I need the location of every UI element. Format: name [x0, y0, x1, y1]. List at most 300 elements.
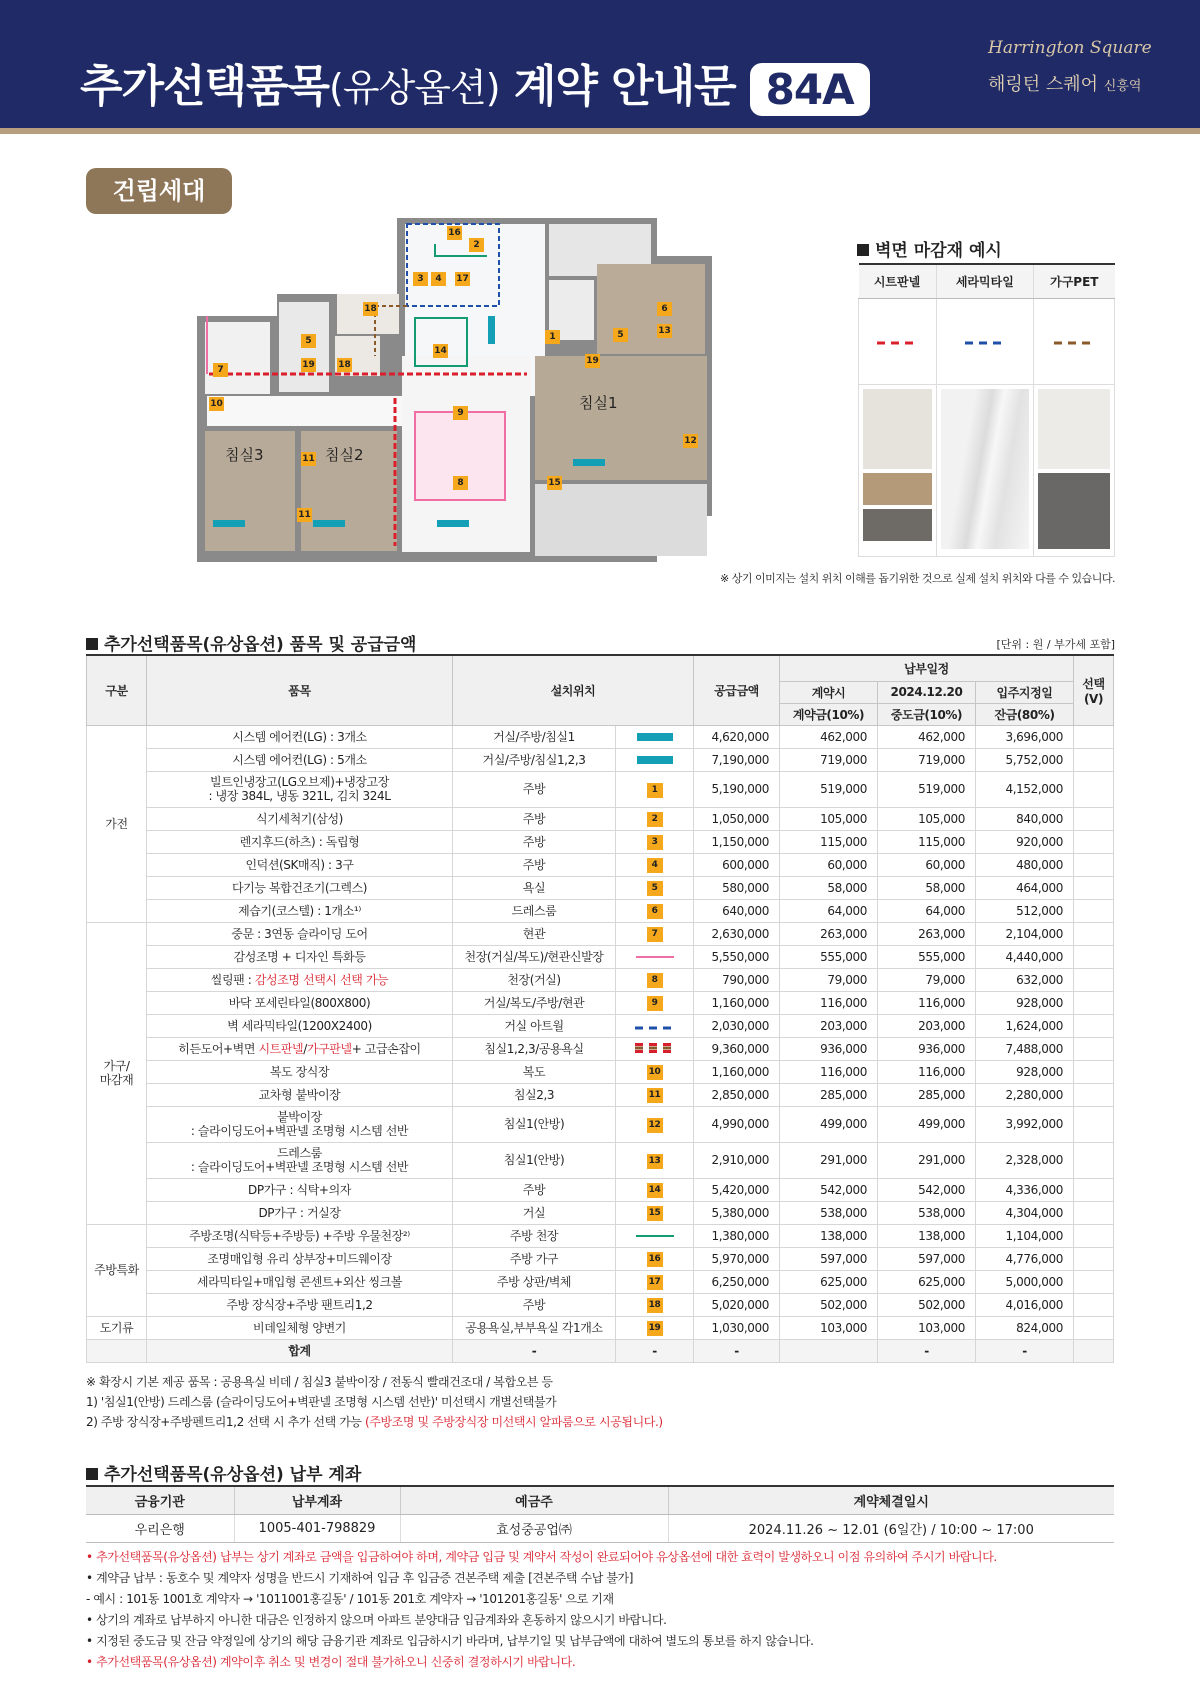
plan-marker: 13 — [658, 326, 671, 336]
table-row — [87, 1224, 1114, 1247]
row-supply: 1,160,000 — [694, 1060, 780, 1083]
table-row — [87, 1014, 1114, 1037]
tile-sample-marble — [941, 389, 1030, 549]
plan-marker: 11 — [302, 454, 315, 464]
row-supply: 5,380,000 — [694, 1201, 780, 1224]
total-row: 합계 - - - - - — [87, 1339, 1114, 1362]
row-marker — [616, 1083, 694, 1106]
row-supply: 580,000 — [694, 876, 780, 899]
col-pay1: 계약시 — [780, 681, 878, 703]
row-item: 주방조명(식탁등+주방등) +주방 우물천장²⁾ — [147, 1224, 453, 1247]
account-title: 추가선택품목(유상옵션) 납부 계좌 — [86, 1460, 361, 1485]
col-schedule: 납부일정 — [780, 655, 1074, 681]
row-supply: 5,190,000 — [694, 771, 780, 807]
row-pay3: 1,104,000 — [976, 1224, 1074, 1247]
row-select-checkbox[interactable] — [1074, 1178, 1114, 1201]
row-marker — [616, 968, 694, 991]
brand-name: 해링턴 스퀘어 신흥역 — [988, 74, 1142, 95]
row-location: 주방 천장 — [453, 1224, 616, 1247]
row-pay2: 116,000 — [878, 991, 976, 1014]
row-pay2: 115,000 — [878, 830, 976, 853]
row-pay2: 60,000 — [878, 853, 976, 876]
note-item: • 추가선택품목(유상옵션) 납부는 상기 계좌로 금액을 입금하여야 하며, 계약금 입금 및 계약서 작성이 완료되어야 유상옵션에 대한 효력이 발생하오니 이점 유의하여 주시기 바랍니다. — [86, 1550, 997, 1564]
row-supply: 6,250,000 — [694, 1270, 780, 1293]
table-row — [87, 876, 1114, 899]
plan-marker: 19 — [302, 360, 315, 370]
plan-marker: 18 — [338, 360, 351, 370]
row-pay3: 2,280,000 — [976, 1083, 1074, 1106]
row-pay1: 499,000 — [780, 1106, 878, 1142]
mark-wall-panel — [635, 1043, 675, 1053]
row-item: 드레스룸 : 슬라이딩도어+벽판넬 조명형 시스템 선반 — [147, 1142, 453, 1178]
row-location: 주방 — [453, 1178, 616, 1201]
mark-aircon — [637, 756, 673, 764]
mark-number: 6 — [647, 904, 663, 919]
row-select-checkbox[interactable] — [1074, 922, 1114, 945]
row-marker — [616, 899, 694, 922]
plan-marker: 18 — [364, 304, 377, 314]
row-supply: 2,030,000 — [694, 1014, 780, 1037]
row-pay2: 285,000 — [878, 1083, 976, 1106]
row-marker — [616, 1037, 694, 1060]
row-item: 교차형 붙박이장 — [147, 1083, 453, 1106]
sheet-sample-wood — [863, 473, 932, 505]
row-location: 주방 — [453, 807, 616, 830]
row-pay1: 116,000 — [780, 991, 878, 1014]
row-marker — [616, 991, 694, 1014]
row-pay1: 502,000 — [780, 1293, 878, 1316]
plan-marker: 8 — [453, 476, 468, 490]
row-pay1: 555,000 — [780, 945, 878, 968]
row-pay3: 4,152,000 — [976, 771, 1074, 807]
col-select: 선택 (V) — [1074, 655, 1114, 725]
row-marker — [616, 771, 694, 807]
mark-number: 14 — [647, 1183, 663, 1198]
row-pay1: 60,000 — [780, 853, 878, 876]
plan-note: ※ 상기 이미지는 설치 위치 이해를 돕기위한 것으로 실제 설치 위치와 다를 수 있습니다. — [720, 572, 1115, 585]
row-location: 침실1,2,3/공용욕실 — [453, 1037, 616, 1060]
row-pay3: 4,016,000 — [976, 1293, 1074, 1316]
row-pay3: 928,000 — [976, 1060, 1074, 1083]
row-marker — [616, 853, 694, 876]
row-pay2: 499,000 — [878, 1106, 976, 1142]
row-select-checkbox[interactable] — [1074, 807, 1114, 830]
plan-marker: 3 — [413, 272, 428, 286]
row-category: 도기류 — [87, 1316, 147, 1339]
mark-number: 11 — [647, 1088, 663, 1103]
mark-number: 13 — [647, 1154, 663, 1169]
row-pay2: 79,000 — [878, 968, 976, 991]
row-location: 거실/주방/침실1,2,3 — [453, 748, 616, 771]
row-item: 다기능 복합건조기(그렉스) — [147, 876, 453, 899]
row-item: 렌지후드(하츠) : 독립형 — [147, 830, 453, 853]
table-row — [87, 807, 1114, 830]
table-row — [87, 968, 1114, 991]
row-supply: 1,030,000 — [694, 1316, 780, 1339]
table-row — [87, 725, 1114, 748]
row-supply: 1,380,000 — [694, 1224, 780, 1247]
mark-number: 10 — [647, 1065, 663, 1080]
row-select-checkbox[interactable] — [1074, 1247, 1114, 1270]
row-select-checkbox[interactable] — [1074, 853, 1114, 876]
room-label-bedroom3: 침실3 — [225, 446, 264, 464]
swatch-head-pet: 가구PET — [1034, 264, 1115, 298]
plan-marker: 10 — [210, 399, 223, 409]
row-supply: 790,000 — [694, 968, 780, 991]
note-item: • 계약금 납부 : 동호수 및 계약자 성명을 반드시 기재하여 입금 후 입금증 견본주택 제출 [견본주택 수납 불가] — [86, 1571, 633, 1585]
row-location: 드레스룸 — [453, 899, 616, 922]
row-pay1: 115,000 — [780, 830, 878, 853]
row-select-checkbox[interactable] — [1074, 1083, 1114, 1106]
mark-number: 7 — [647, 927, 663, 942]
table-row — [87, 748, 1114, 771]
plan-marker: 19 — [586, 356, 599, 366]
row-supply: 2,630,000 — [694, 922, 780, 945]
acct-head-holder: 예금주 — [400, 1486, 668, 1514]
row-item: 복도 장식장 — [147, 1060, 453, 1083]
row-pay2: 597,000 — [878, 1247, 976, 1270]
col-item: 품목 — [147, 655, 453, 725]
row-item: 인덕션(SK매직) : 3구 — [147, 853, 453, 876]
table-row — [87, 1247, 1114, 1270]
row-item: DP가구 : 거실장 — [147, 1201, 453, 1224]
row-select-checkbox[interactable] — [1074, 1316, 1114, 1339]
mark-number: 1 — [647, 783, 663, 798]
section-tag: 건립세대 — [86, 168, 232, 214]
row-pay2: 291,000 — [878, 1142, 976, 1178]
row-pay3: 4,440,000 — [976, 945, 1074, 968]
row-select-checkbox[interactable] — [1074, 748, 1114, 771]
room-label-bedroom1: 침실1 — [579, 394, 618, 412]
mark-number: 17 — [647, 1275, 663, 1290]
row-marker — [616, 1316, 694, 1339]
row-marker — [616, 1060, 694, 1083]
col-sub3: 잔금(80%) — [976, 703, 1074, 725]
row-pay1: 719,000 — [780, 748, 878, 771]
table-row — [87, 1293, 1114, 1316]
plan-marker: 12 — [684, 436, 697, 446]
plan-marker: 16 — [448, 228, 461, 238]
total-label: 합계 — [147, 1339, 453, 1362]
row-item: 빌트인냉장고(LG오브제)+냉장고장 : 냉장 384L, 냉동 321L, 김치 324L — [147, 771, 453, 807]
col-location: 설치위치 — [453, 655, 694, 725]
table-row — [87, 899, 1114, 922]
mark-number: 15 — [647, 1206, 663, 1221]
mark-ceramic-tile — [635, 1026, 675, 1030]
row-location: 주방 상판/벽체 — [453, 1270, 616, 1293]
table-row — [87, 1083, 1114, 1106]
table-row — [87, 991, 1114, 1014]
row-pay3: 5,752,000 — [976, 748, 1074, 771]
row-supply: 2,910,000 — [694, 1142, 780, 1178]
row-pay1: 79,000 — [780, 968, 878, 991]
row-pay3: 928,000 — [976, 991, 1074, 1014]
mark-number: 5 — [647, 881, 663, 896]
mark-aircon — [637, 733, 673, 741]
mark-mood-light — [636, 956, 674, 958]
sheet-panel-line — [877, 341, 917, 345]
acct-head-period: 계약체결일시 — [668, 1486, 1114, 1514]
row-select-checkbox[interactable] — [1074, 1201, 1114, 1224]
mark-number: 12 — [647, 1118, 663, 1133]
note-item: • 상기의 계좌로 납부하지 아니한 대금은 인정하지 않으며 아파트 분양대금 입금계좌와 혼동하지 않으시기 바랍니다. — [86, 1613, 667, 1627]
mark-number: 3 — [647, 835, 663, 850]
mark-number: 16 — [647, 1252, 663, 1267]
row-pay2: 138,000 — [878, 1224, 976, 1247]
row-item: DP가구 : 식탁+의자 — [147, 1178, 453, 1201]
plan-marker: 7 — [213, 363, 228, 377]
row-select-checkbox[interactable] — [1074, 1224, 1114, 1247]
row-select-checkbox[interactable] — [1074, 1106, 1114, 1142]
col-sub1: 계약금(10%) — [780, 703, 878, 725]
row-supply: 2,850,000 — [694, 1083, 780, 1106]
unit-note: [단위 : 원 / 부가세 포함] — [996, 638, 1115, 651]
row-location: 침실2,3 — [453, 1083, 616, 1106]
brand-logo-script: Harrington Square — [988, 38, 1152, 58]
row-item: 식기세척기(삼성) — [147, 807, 453, 830]
mark-kitchen-light — [636, 1235, 674, 1237]
table-row — [87, 1201, 1114, 1224]
row-select-checkbox[interactable] — [1074, 1142, 1114, 1178]
row-pay2: 462,000 — [878, 725, 976, 748]
row-pay2: 103,000 — [878, 1316, 976, 1339]
row-location: 주방 — [453, 771, 616, 807]
plan-marker: 9 — [453, 406, 468, 420]
plan-marker: 17 — [456, 274, 469, 284]
row-pay2: 64,000 — [878, 899, 976, 922]
row-select-checkbox[interactable] — [1074, 991, 1114, 1014]
row-item: 바닥 포세린타일(800X800) — [147, 991, 453, 1014]
row-marker — [616, 1142, 694, 1178]
row-supply: 4,990,000 — [694, 1106, 780, 1142]
row-marker — [616, 748, 694, 771]
row-item: 감성조명 + 디자인 특화등 — [147, 945, 453, 968]
col-supply: 공급금액 — [694, 655, 780, 725]
acct-bank: 우리은행 — [86, 1514, 234, 1542]
swatch-head-tile: 세라믹타일 — [936, 264, 1034, 298]
row-pay1: 105,000 — [780, 807, 878, 830]
note-item: • 추가선택품목(유상옵션) 계약이후 취소 및 변경이 절대 불가하오니 신중히 결정하시기 바랍니다. — [86, 1655, 576, 1669]
table-row — [87, 1316, 1114, 1339]
row-item: 히든도어+벽면 시트판넬/가구판넬+ 고급손잡이 — [147, 1037, 453, 1060]
furniture-pet-line — [1054, 341, 1094, 345]
row-marker — [616, 1224, 694, 1247]
row-select-checkbox[interactable] — [1074, 1270, 1114, 1293]
plan-marker: 15 — [548, 478, 561, 488]
plan-marker: 2 — [469, 238, 484, 252]
row-pay2: 58,000 — [878, 876, 976, 899]
row-supply: 1,050,000 — [694, 807, 780, 830]
acct-number: 1005-401-798829 — [234, 1514, 400, 1542]
row-pay1: 203,000 — [780, 1014, 878, 1037]
row-marker — [616, 807, 694, 830]
swatch-head-sheet: 시트판넬 — [859, 264, 937, 298]
table-row — [87, 1060, 1114, 1083]
footnote-2: 2) 주방 장식장+주방펜트리1,2 선택 시 추가 선택 가능 (주방조명 및 주방장식장 미선택시 알파룸으로 시공됩니다.) — [86, 1415, 663, 1429]
row-pay2: 502,000 — [878, 1293, 976, 1316]
row-select-checkbox[interactable] — [1074, 945, 1114, 968]
row-pay2: 719,000 — [878, 748, 976, 771]
floor-plan-drawing — [197, 216, 712, 562]
row-supply: 9,360,000 — [694, 1037, 780, 1060]
row-marker — [616, 725, 694, 748]
row-marker — [616, 1247, 694, 1270]
row-marker — [616, 1178, 694, 1201]
row-location: 거실/주방/침실1 — [453, 725, 616, 748]
row-supply: 1,150,000 — [694, 830, 780, 853]
row-pay2: 625,000 — [878, 1270, 976, 1293]
row-location: 주방 — [453, 830, 616, 853]
row-pay3: 3,992,000 — [976, 1106, 1074, 1142]
row-location: 거실/복도/주방/현관 — [453, 991, 616, 1014]
row-select-checkbox[interactable] — [1074, 876, 1114, 899]
row-category: 가전 — [87, 725, 147, 922]
plan-marker: 4 — [431, 272, 446, 286]
footnote-basic: ※ 확장시 기본 제공 품목 : 공용욕실 비데 / 침실3 붙박이장 / 전동식 빨래건조대 / 복합오븐 등 — [86, 1375, 553, 1389]
row-select-checkbox[interactable] — [1074, 968, 1114, 991]
row-pay3: 464,000 — [976, 876, 1074, 899]
col-pay3: 입주지정일 — [976, 681, 1074, 703]
table-row — [87, 1037, 1114, 1060]
row-pay3: 4,776,000 — [976, 1247, 1074, 1270]
row-location: 욕실 — [453, 876, 616, 899]
row-pay2: 105,000 — [878, 807, 976, 830]
row-supply: 7,190,000 — [694, 748, 780, 771]
mark-number: 8 — [647, 973, 663, 988]
row-select-checkbox[interactable] — [1074, 725, 1114, 748]
row-select-checkbox[interactable] — [1074, 771, 1114, 807]
col-category: 구분 — [87, 655, 147, 725]
row-pay1: 597,000 — [780, 1247, 878, 1270]
row-location: 침실1(안방) — [453, 1142, 616, 1178]
row-marker — [616, 1270, 694, 1293]
row-pay1: 138,000 — [780, 1224, 878, 1247]
row-pay3: 840,000 — [976, 807, 1074, 830]
row-pay3: 4,336,000 — [976, 1178, 1074, 1201]
row-pay1: 936,000 — [780, 1037, 878, 1060]
row-pay1: 263,000 — [780, 922, 878, 945]
pet-sample-light — [1038, 389, 1110, 469]
row-pay3: 480,000 — [976, 853, 1074, 876]
row-supply: 5,970,000 — [694, 1247, 780, 1270]
row-pay1: 285,000 — [780, 1083, 878, 1106]
row-pay2: 555,000 — [878, 945, 976, 968]
row-select-checkbox[interactable] — [1074, 899, 1114, 922]
row-pay1: 625,000 — [780, 1270, 878, 1293]
row-location: 거실 아트월 — [453, 1014, 616, 1037]
row-location: 주방 — [453, 1293, 616, 1316]
plan-marker: 1 — [545, 330, 560, 344]
row-pay3: 3,696,000 — [976, 725, 1074, 748]
row-category: 가구/ 마감재 — [87, 922, 147, 1224]
note-item: - 예시 : 101동 1001호 계약자 → '1011001홍길동' / 101동 201호 계약자 → '101201홍길동' 으로 기재 — [86, 1592, 614, 1606]
row-pay2: 538,000 — [878, 1201, 976, 1224]
header-divider — [0, 128, 1200, 134]
row-marker — [616, 1201, 694, 1224]
row-marker — [616, 830, 694, 853]
row-pay3: 920,000 — [976, 830, 1074, 853]
mark-number: 19 — [647, 1321, 663, 1336]
row-select-checkbox[interactable] — [1074, 1293, 1114, 1316]
row-marker — [616, 1014, 694, 1037]
row-select-checkbox[interactable] — [1074, 1037, 1114, 1060]
table-row — [87, 945, 1114, 968]
table-row — [87, 1106, 1114, 1142]
row-location: 현관 — [453, 922, 616, 945]
acct-head-bank: 금융기관 — [86, 1486, 234, 1514]
row-pay3: 512,000 — [976, 899, 1074, 922]
row-item: 벽 세라믹타일(1200X2400) — [147, 1014, 453, 1037]
sheet-sample-white — [863, 389, 932, 469]
row-item: 시스템 에어컨(LG) : 5개소 — [147, 748, 453, 771]
table-row — [87, 1178, 1114, 1201]
row-pay1: 519,000 — [780, 771, 878, 807]
table-row — [87, 830, 1114, 853]
row-pay3: 7,488,000 — [976, 1037, 1074, 1060]
row-location: 주방 — [453, 853, 616, 876]
row-marker — [616, 1293, 694, 1316]
row-category: 주방특화 — [87, 1224, 147, 1316]
row-item: 시스템 에어컨(LG) : 3개소 — [147, 725, 453, 748]
account-table — [86, 1485, 1114, 1543]
row-pay3: 632,000 — [976, 968, 1074, 991]
row-supply: 5,020,000 — [694, 1293, 780, 1316]
row-item: 씰링팬 : 감성조명 선택시 선택 가능 — [147, 968, 453, 991]
plan-marker: 6 — [657, 302, 672, 316]
table-row — [87, 1142, 1114, 1178]
table-row — [87, 771, 1114, 807]
row-pay1: 291,000 — [780, 1142, 878, 1178]
row-supply: 640,000 — [694, 899, 780, 922]
acct-head-number: 납부계좌 — [234, 1486, 400, 1514]
row-item: 붙박이장 : 슬라이딩도어+벽판넬 조명형 시스템 선반 — [147, 1106, 453, 1142]
mark-number: 18 — [647, 1298, 663, 1313]
row-pay1: 542,000 — [780, 1178, 878, 1201]
table-row — [87, 922, 1114, 945]
plan-marker: 5 — [613, 328, 628, 342]
table-row — [87, 1270, 1114, 1293]
row-pay2: 203,000 — [878, 1014, 976, 1037]
row-select-checkbox[interactable] — [1074, 1014, 1114, 1037]
row-pay2: 542,000 — [878, 1178, 976, 1201]
options-title: 추가선택품목(유상옵션) 품목 및 공급금액 — [86, 630, 416, 655]
row-pay1: 64,000 — [780, 899, 878, 922]
footnote-1: 1) '침실1(안방) 드레스룸 (슬라이딩도어+벽판넬 조명형 시스템 선반)' 미선택시 개별선택불가 — [86, 1395, 557, 1409]
row-select-checkbox[interactable] — [1074, 1060, 1114, 1083]
row-pay3: 1,624,000 — [976, 1014, 1074, 1037]
row-marker — [616, 1106, 694, 1142]
row-marker — [616, 876, 694, 899]
row-item: 주방 장식장+주방 팬트리1,2 — [147, 1293, 453, 1316]
plan-marker: 5 — [301, 334, 316, 348]
swatch-table — [858, 263, 1115, 557]
row-pay2: 936,000 — [878, 1037, 976, 1060]
row-pay3: 824,000 — [976, 1316, 1074, 1339]
sheet-sample-grey — [863, 509, 932, 541]
pet-sample-dark — [1038, 473, 1110, 549]
row-pay1: 538,000 — [780, 1201, 878, 1224]
row-pay3: 5,000,000 — [976, 1270, 1074, 1293]
row-marker — [616, 922, 694, 945]
table-row — [87, 853, 1114, 876]
row-pay1: 58,000 — [780, 876, 878, 899]
row-pay3: 2,104,000 — [976, 922, 1074, 945]
type-badge: 84A — [750, 63, 870, 116]
plan-marker: 11 — [298, 510, 311, 520]
row-supply: 4,620,000 — [694, 725, 780, 748]
row-item: 중문 : 3연동 슬라이딩 도어 — [147, 922, 453, 945]
row-select-checkbox[interactable] — [1074, 830, 1114, 853]
